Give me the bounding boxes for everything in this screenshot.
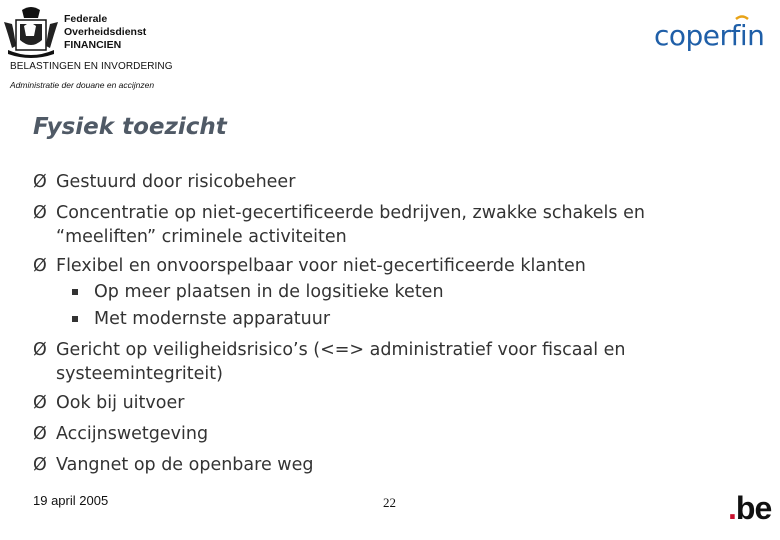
belgian-crest-logo xyxy=(2,4,60,58)
arrow-bullet-icon: Ø xyxy=(33,455,47,475)
square-bullet-icon xyxy=(72,316,78,322)
coperfin-logo xyxy=(652,13,774,53)
bullet-text: Ook bij uitvoer xyxy=(56,393,185,413)
bullet-text: Accijnswetgeving xyxy=(56,424,209,444)
arrow-bullet-icon: Ø xyxy=(33,393,47,413)
org-name-line-2: Overheidsdienst xyxy=(64,26,147,38)
be-logo-dot: . xyxy=(728,490,736,526)
sub-bullet-text: Met modernste apparatuur xyxy=(94,309,331,329)
footer-date: 19 april 2005 xyxy=(33,493,109,508)
square-bullet-icon xyxy=(72,289,78,295)
bullet-text: Gestuurd door risicobeheer xyxy=(56,172,296,192)
arrow-bullet-icon: Ø xyxy=(33,203,47,223)
bullet-text-continuation: systeemintegriteit) xyxy=(56,364,223,384)
bullet-text: Flexibel en onvoorspelbaar voor niet-gecertificeerde klanten xyxy=(56,256,586,276)
bullet-text-continuation: “meeliften” criminele activiteiten xyxy=(56,227,347,247)
bullet-text: Concentratie op niet-gecertificeerde bedrijven, zwakke schakels en xyxy=(56,203,645,223)
be-logo xyxy=(728,490,771,527)
bullet-text: Vangnet op de openbare weg xyxy=(56,455,314,475)
arrow-bullet-icon: Ø xyxy=(33,172,47,192)
bullet-text: Gericht op veiligheidsrisico’s (<=> administratief voor fiscaal en xyxy=(56,340,626,360)
arrow-bullet-icon: Ø xyxy=(33,256,47,276)
arrow-bullet-icon: Ø xyxy=(33,340,47,360)
org-name-line-1: Federale xyxy=(64,13,108,25)
org-name-line-3: FINANCIEN xyxy=(64,39,122,51)
sub-bullet-text: Op meer plaatsen in de logsitieke keten xyxy=(94,282,444,302)
administration-name: Administratie der douane en accijnzen xyxy=(10,80,155,90)
coperfin-logo-text: coperfin xyxy=(654,19,765,52)
department-name: BELASTINGEN EN INVORDERING xyxy=(10,61,173,72)
page-number: 22 xyxy=(383,495,396,510)
arrow-bullet-icon: Ø xyxy=(33,424,47,444)
be-logo-text: be xyxy=(735,490,772,526)
slide-title: Fysiek toezicht xyxy=(33,114,227,140)
